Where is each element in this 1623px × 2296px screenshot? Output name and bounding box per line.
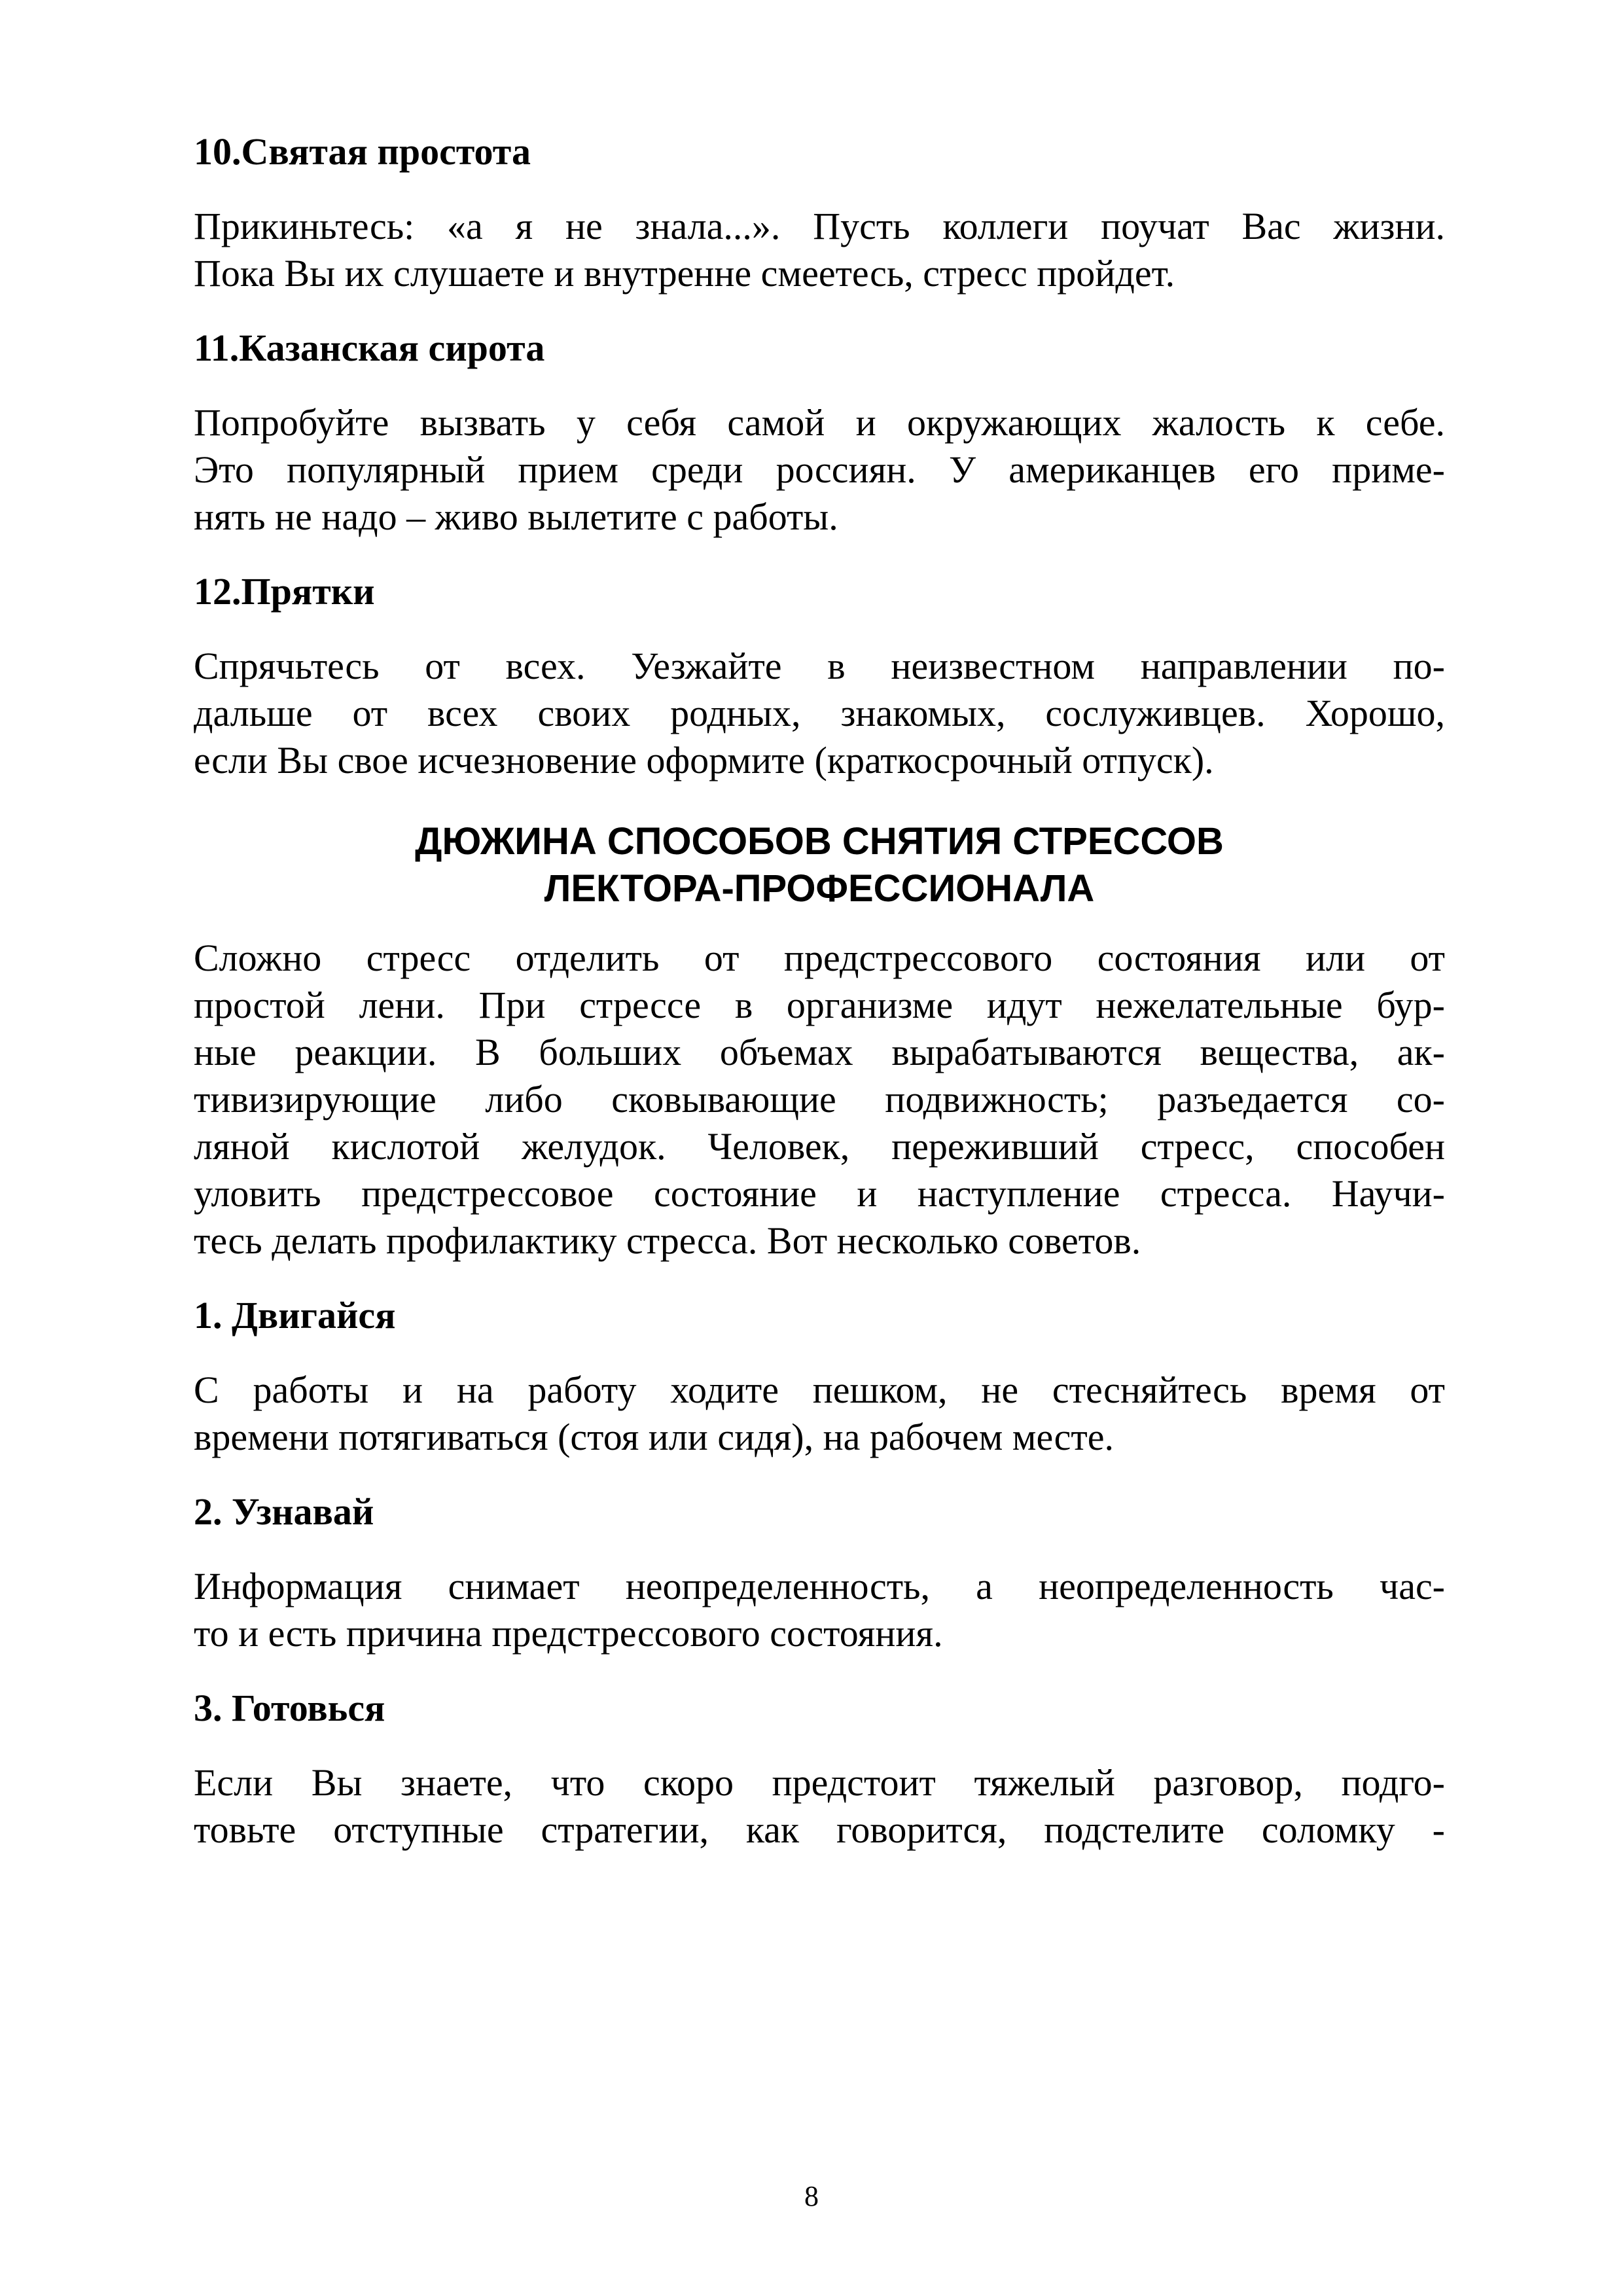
page-number: 8 — [804, 2180, 819, 2212]
text-line: С работы и на работу ходите пешком, не стесняйтесь время от — [194, 1369, 1445, 1411]
text-line: тесь делать профилактику стресса. Вот несколько советов. — [194, 1219, 1141, 1262]
section-title — [194, 818, 1445, 912]
text-line: Прикиньтесь: «а я не знала...». Пусть коллеги поучат Вас жизни. — [194, 205, 1445, 247]
text-line: то и есть причина предстрессового состояния. — [194, 1612, 943, 1655]
text-line: простой лени. При стрессе в организме идут нежелательные бур- — [194, 984, 1445, 1026]
section-title-line-1: ДЮЖИНА СПОСОБОВ СНЯТИЯ СТРЕССОВ — [415, 820, 1224, 863]
page-content — [194, 128, 1445, 1854]
paragraph-tip-1 — [194, 1367, 1445, 1461]
text-line: уловить предстрессовое состояние и наступление стресса. Научи- — [194, 1172, 1445, 1215]
heading-12: 12.Прятки — [194, 570, 375, 613]
text-line: Сложно стресс отделить от предстрессового состояния или от — [194, 937, 1445, 979]
paragraph-12 — [194, 643, 1445, 784]
text-line: Если Вы знаете, что скоро предстоит тяжелый разговор, подго- — [194, 1761, 1445, 1804]
heading-tip-1: 1. Двигайся — [194, 1294, 396, 1336]
text-line: тивизирующие либо сковывающие подвижность; разъедается со- — [194, 1078, 1445, 1121]
text-line: ные реакции. В больших объемах вырабатываются вещества, ак- — [194, 1031, 1445, 1073]
paragraph-tip-2 — [194, 1563, 1445, 1657]
text-line: товьте отступные стратегии, как говорится, подстелите соломку - — [194, 1808, 1445, 1851]
text-line: Это популярный прием среди россиян. У американцев его приме- — [194, 448, 1445, 491]
paragraph-10 — [194, 203, 1445, 297]
heading-11: 11.Казанская сирота — [194, 327, 545, 369]
text-line: если Вы свое исчезновение оформите (краткосрочный отпуск). — [194, 739, 1214, 781]
heading-tip-3: 3. Готовься — [194, 1687, 385, 1729]
text-line: ляной кислотой желудок. Человек, переживший стресс, способен — [194, 1125, 1445, 1168]
text-line: нять не надо – живо вылетите с работы. — [194, 495, 838, 538]
section-intro — [194, 935, 1445, 1265]
text-line: Спрячьтесь от всех. Уезжайте в неизвестном направлении по- — [194, 645, 1445, 687]
heading-10: 10.Святая простота — [194, 130, 531, 173]
text-line: времени потягиваться (стоя или сидя), на рабочем месте. — [194, 1416, 1114, 1458]
heading-tip-2: 2. Узнавай — [194, 1490, 374, 1533]
text-line: Пока Вы их слушаете и внутренне смеетесь, стресс пройдет. — [194, 252, 1175, 295]
text-line: дальше от всех своих родных, знакомых, сослуживцев. Хорошо, — [194, 692, 1445, 734]
paragraph-tip-3 — [194, 1759, 1445, 1854]
text-line: Информация снимает неопределенность, а неопределенность час- — [194, 1565, 1445, 1607]
paragraph-11 — [194, 399, 1445, 541]
text-line: Попробуйте вызвать у себя самой и окружающих жалость к себе. — [194, 401, 1445, 444]
section-title-line-2: ЛЕКТОРА-ПРОФЕССИОНАЛА — [544, 867, 1095, 910]
